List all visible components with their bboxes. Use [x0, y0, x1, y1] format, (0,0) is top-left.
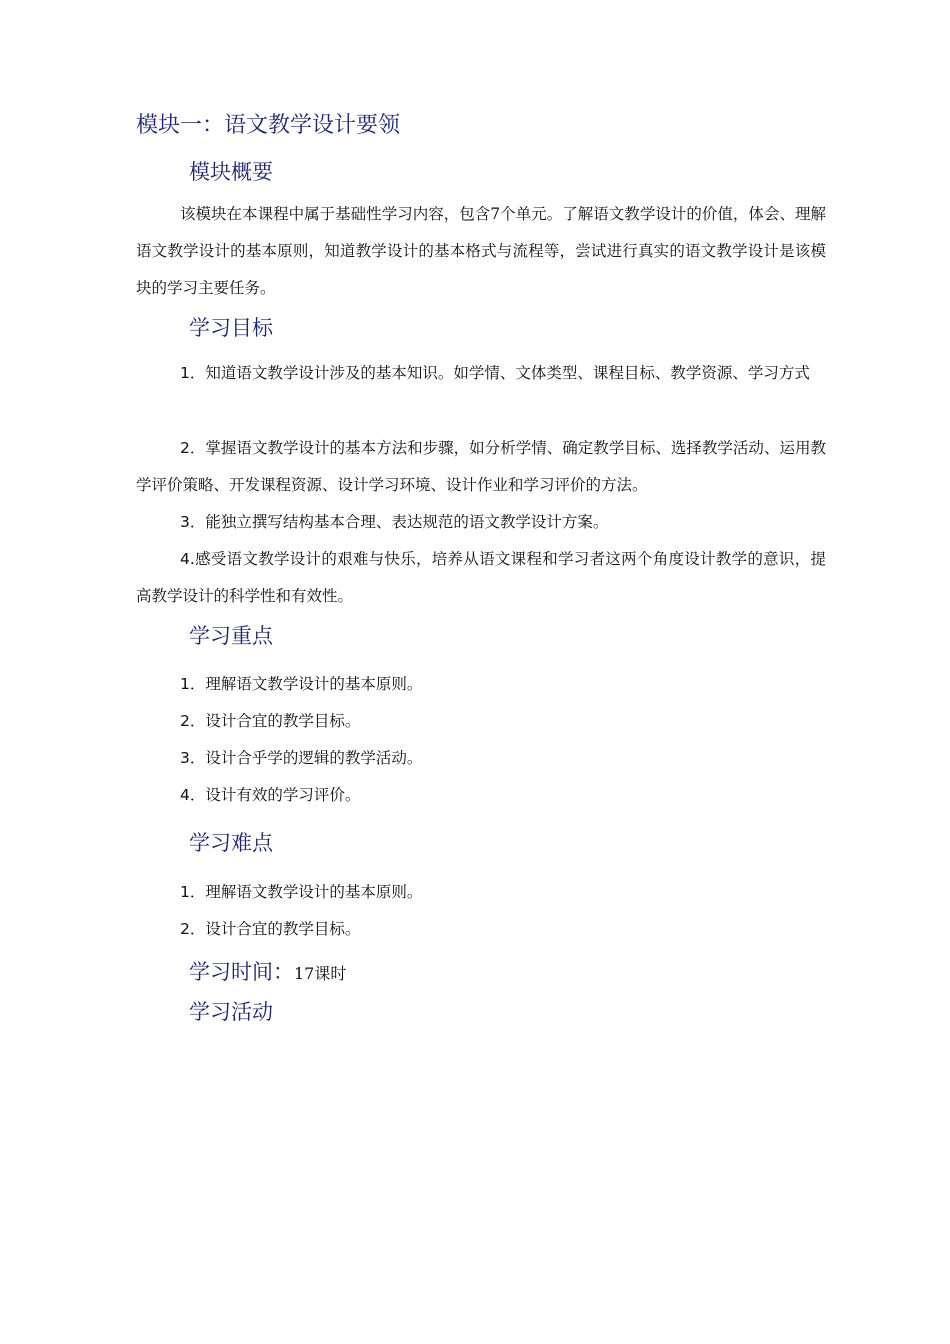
difficulties-heading: 学习难点 — [189, 831, 273, 855]
objective-number: 4. — [180, 550, 195, 568]
study-time-value: 17课时 — [294, 964, 347, 983]
objectives-heading: 学习目标 — [189, 316, 273, 340]
difficulty-text: 设计合宜的教学目标。 — [205, 920, 361, 938]
objective-text: 知道语文教学设计涉及的基本知识。如学情、文体类型、课程目标、教学资源、学习方式 — [205, 364, 810, 382]
difficulty-number: 1． — [180, 883, 206, 901]
key-point-item — [136, 703, 826, 740]
module-title: 模块一：语文教学设计要领 — [136, 113, 401, 138]
objective-number: 3． — [180, 513, 206, 531]
key-point-text: 理解语文教学设计的基本原则。 — [205, 675, 423, 693]
difficulty-number: 2． — [180, 920, 206, 938]
activities-heading: 学习活动 — [189, 1000, 273, 1024]
objective-item — [136, 504, 826, 541]
overview-paragraph: 该模块在本课程中属于基础性学习内容，包含7个单元。了解语文教学设计的价值，体会、理解语文教学设计的基本原则，知道教学设计的基本格式与流程等，尝试进行真实的语文教学设计是该模块的学习主要任务。 — [136, 205, 826, 297]
objective-item — [136, 541, 826, 615]
overview-heading: 模块概要 — [189, 160, 273, 184]
key-point-item — [136, 666, 826, 703]
difficulty-text: 理解语文教学设计的基本原则。 — [205, 883, 423, 901]
difficulty-item — [136, 911, 826, 948]
key-point-item — [136, 740, 826, 777]
key-point-text: 设计有效的学习评价。 — [205, 786, 361, 804]
study-time-label: 学习时间： — [189, 960, 294, 984]
objective-text: 掌握语文教学设计的基本方法和步骤，如分析学情、确定教学目标、选择教学活动、运用教学评价策略、开发课程资源、设计学习环境、设计作业和学习评价的方法。 — [136, 439, 826, 494]
study-time — [189, 956, 346, 986]
objective-number: 2． — [180, 439, 206, 457]
objective-text: 能独立撰写结构基本合理、表达规范的语文教学设计方案。 — [205, 513, 609, 531]
objective-item — [136, 430, 826, 504]
key-points-heading: 学习重点 — [189, 624, 273, 648]
key-point-number: 1． — [180, 675, 206, 693]
key-point-number: 4． — [180, 786, 206, 804]
key-point-number: 2． — [180, 712, 206, 730]
objective-text: 感受语文教学设计的艰难与快乐，培养从语文课程和学习者这两个角度设计教学的意识，提高教学设计的科学性和有效性。 — [136, 550, 826, 605]
difficulty-item — [136, 874, 826, 911]
key-point-number: 3． — [180, 749, 206, 767]
objective-item — [136, 355, 826, 392]
key-point-text: 设计合乎学的逻辑的教学活动。 — [205, 749, 423, 767]
key-point-item — [136, 777, 826, 814]
key-point-text: 设计合宜的教学目标。 — [205, 712, 361, 730]
objective-number: 1． — [180, 364, 206, 382]
